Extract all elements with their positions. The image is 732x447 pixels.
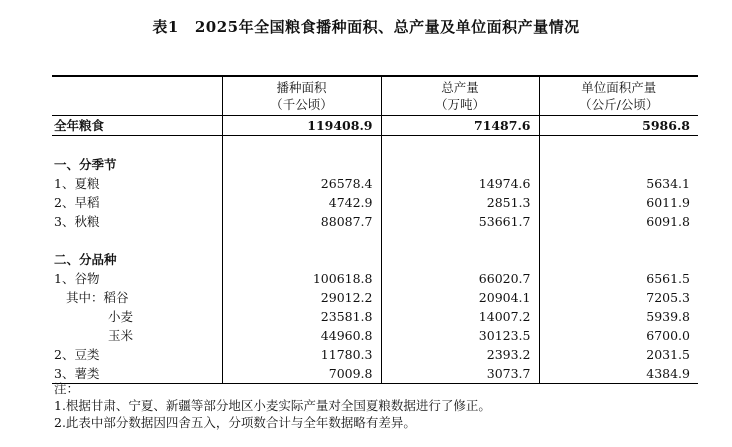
cell-output: 2393.2: [381, 345, 539, 364]
cell-area: 44960.8: [222, 326, 381, 345]
cell-area: 4742.9: [222, 193, 381, 212]
section-title: 一、分季节: [54, 157, 117, 172]
section-title: 二、分品种: [54, 252, 117, 267]
cell-output: 2851.3: [381, 193, 539, 212]
cell-yield: 5986.8: [539, 116, 698, 136]
note-item: 2.此表中部分数据因四舍五入，分项数合计与全年数据略有差异。: [54, 415, 416, 430]
cell-area: 26578.4: [222, 174, 381, 193]
row-label: 小麦: [108, 309, 134, 324]
table-row: [52, 307, 698, 326]
cell-output: 20904.1: [381, 288, 539, 307]
cell-yield: 5939.8: [539, 307, 698, 326]
cell-yield: 6700.0: [539, 326, 698, 345]
spacer-row: [52, 231, 698, 250]
cell-yield: 4384.9: [539, 364, 698, 384]
row-label: 玉米: [108, 328, 134, 343]
row-label: 1、夏粮: [54, 176, 100, 191]
row-label: 全年粮食: [52, 116, 222, 136]
cell-area: 23581.8: [222, 307, 381, 326]
cell-area: 7009.8: [222, 364, 381, 384]
table-notes: [54, 380, 491, 431]
row-label: 1、谷物: [54, 271, 100, 286]
row-label: 2、早稻: [54, 195, 100, 210]
cell-output: 3073.7: [381, 364, 539, 384]
header-category: [52, 76, 222, 116]
row-label: 其中：稻谷: [66, 290, 129, 305]
cell-output: 53661.7: [381, 212, 539, 231]
cell-area: 119408.9: [222, 116, 381, 136]
grain-statistics-table: [52, 75, 698, 384]
cell-yield: 7205.3: [539, 288, 698, 307]
section-heading-variety: [52, 250, 698, 269]
header-sown-area: 播种面积 （千公顷）: [222, 76, 381, 116]
header-total-output: 总产量 （万吨）: [381, 76, 539, 116]
cell-yield: 5634.1: [539, 174, 698, 193]
header-yield-per-area: 单位面积产量 （公斤/公顷）: [539, 76, 698, 116]
cell-area: 88087.7: [222, 212, 381, 231]
notes-heading: 注：: [54, 381, 80, 396]
header-row: [52, 76, 698, 116]
row-label: 3、薯类: [52, 364, 222, 384]
table-row: [52, 212, 698, 231]
table-row: [52, 193, 698, 212]
cell-area: 100618.8: [222, 269, 381, 288]
table-title: [0, 16, 732, 37]
row-label: 2、豆类: [54, 347, 100, 362]
cell-output: 71487.6: [381, 116, 539, 136]
cell-area: 29012.2: [222, 288, 381, 307]
cell-yield: 2031.5: [539, 345, 698, 364]
table-row-total: [52, 116, 698, 136]
row-label: 3、秋粮: [54, 214, 100, 229]
table-title-text: 2025年全国粮食播种面积、总产量及单位面积产量情况: [194, 18, 580, 36]
cell-yield: 6091.8: [539, 212, 698, 231]
table-row: [52, 288, 698, 307]
table-row: [52, 345, 698, 364]
table-row: [52, 174, 698, 193]
table-row: [52, 269, 698, 288]
cell-output: 14007.2: [381, 307, 539, 326]
cell-area: 11780.3: [222, 345, 381, 364]
cell-yield: 6011.9: [539, 193, 698, 212]
cell-output: 66020.7: [381, 269, 539, 288]
cell-output: 14974.6: [381, 174, 539, 193]
spacer-row: [52, 136, 698, 156]
table-row: [52, 326, 698, 345]
cell-yield: 6561.5: [539, 269, 698, 288]
table-number: 表1: [152, 18, 179, 36]
section-heading-season: [52, 155, 698, 174]
cell-output: 30123.5: [381, 326, 539, 345]
note-item: 1.根据甘肃、宁夏、新疆等部分地区小麦实际产量对全国夏粮数据进行了修正。: [54, 398, 491, 413]
